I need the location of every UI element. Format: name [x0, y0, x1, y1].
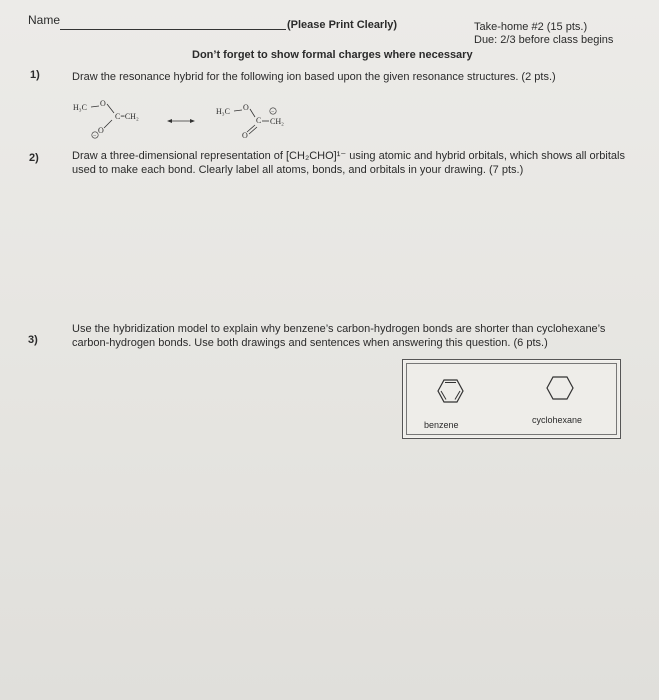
print-clearly-note: (Please Print Clearly)	[287, 19, 398, 31]
question-2-text: Draw a three-dimensional representation of [CH₂CHO]¹⁻ using atomic and hybrid orbitals, which shows all orbitals used to make each bond. Clearly label all atoms, bonds, and orbitals in your drawing. (7 pts.)	[72, 150, 625, 176]
left-methyl-o-bond	[91, 106, 99, 107]
left-o-c-bond	[107, 104, 114, 113]
question-3-number: 3)	[28, 334, 38, 346]
resonance-structures	[66, 95, 336, 145]
question-1-number: 1)	[30, 69, 40, 81]
right-carbon: C	[256, 116, 262, 125]
resonance-structure-right	[216, 103, 284, 140]
right-c-o-double-bond-1	[247, 125, 255, 132]
cyclohexane-structure	[540, 368, 580, 408]
benzene-structure	[430, 371, 470, 411]
left-methyl-label: H₃C	[73, 103, 87, 112]
resonance-arrow	[167, 119, 195, 123]
right-c-o-double-bond-2	[249, 127, 257, 134]
left-oxygen-top: O	[100, 99, 106, 108]
assignment-title: Take-home #2 (15 pts.)	[474, 21, 588, 33]
question-3-text: Use the hybridization model to explain why benzene’s carbon-hydrogen bonds are shorter than cyclohexane’s carbon-hydrogen bonds. Use both drawings and sentences when answering this question. (6 pts.)	[72, 323, 606, 349]
right-carbanion: CH₂	[270, 117, 284, 126]
question-2-number: 2)	[29, 152, 39, 164]
cyclohexane-label: cyclohexane	[532, 415, 583, 425]
right-o-c-bond	[250, 109, 255, 117]
right-methyl-label: H₃C	[216, 107, 230, 116]
resonance-structure-left	[73, 99, 139, 140]
name-blank-line	[60, 29, 286, 30]
right-charge-sign: −	[271, 109, 275, 116]
benzene-label: benzene	[424, 420, 459, 430]
left-oxygen-bottom: O	[98, 126, 104, 135]
right-oxygen-bottom: O	[242, 131, 248, 140]
left-c-o-bond	[104, 120, 112, 128]
name-label: Name	[28, 13, 61, 27]
right-oxygen-top: O	[243, 103, 249, 112]
formal-charge-reminder: Don’t forget to show formal charges where necessary	[192, 49, 473, 61]
right-methyl-o-bond	[234, 110, 242, 111]
due-date: Due: 2/3 before class begins	[474, 34, 614, 46]
question-1-text: Draw the resonance hybrid for the following ion based upon the given resonance structures. (2 pts.)	[72, 71, 556, 83]
left-carbon-group: C=CH₂	[115, 112, 139, 121]
left-charge-sign: −	[93, 133, 97, 140]
